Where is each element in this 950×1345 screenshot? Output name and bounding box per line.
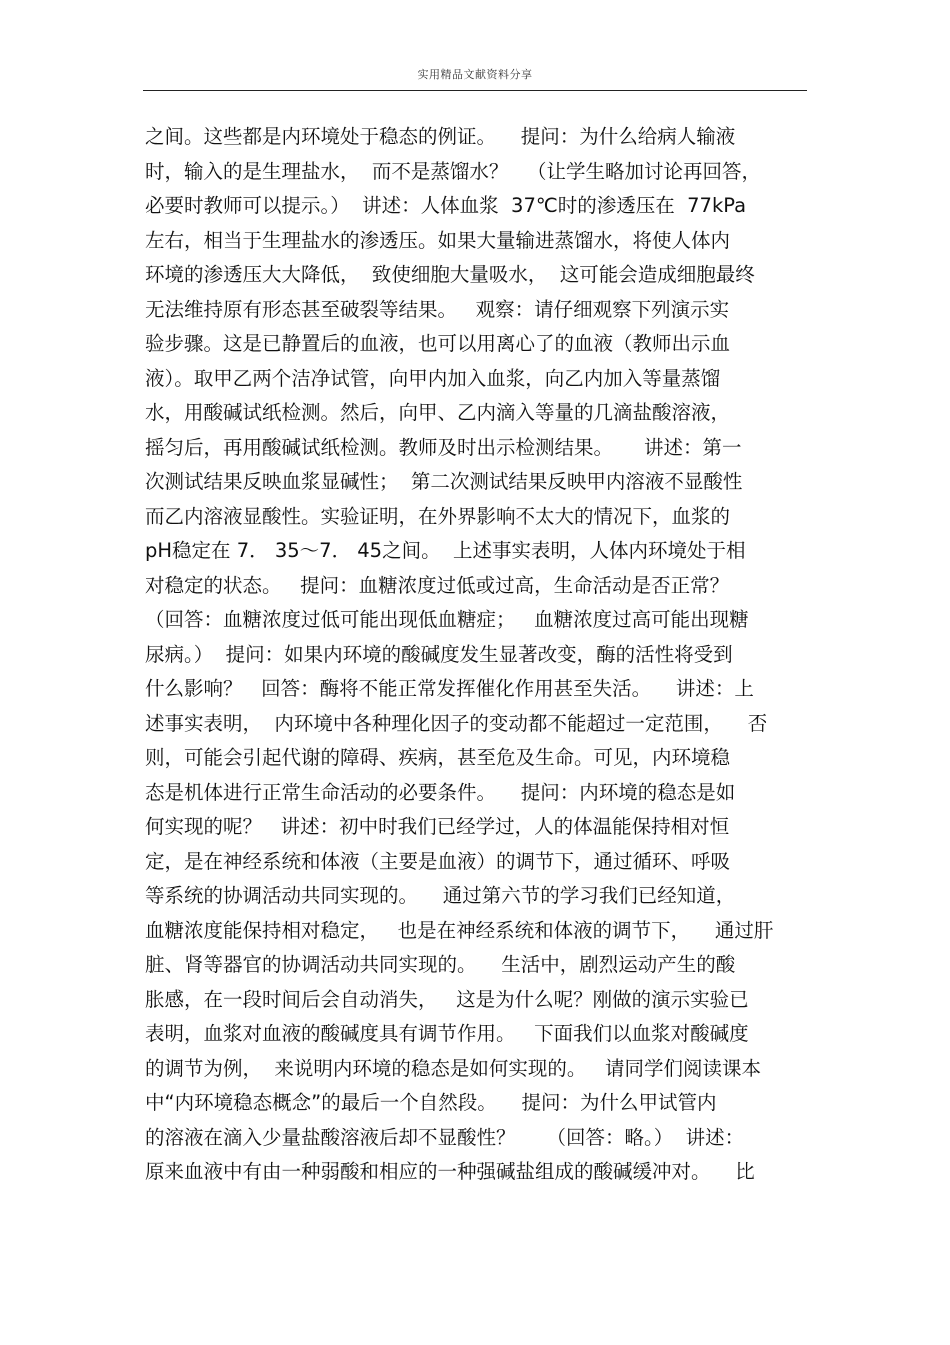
text-line: 环境的渗透压大大降低， 致使细胞大量吸水， 这可能会造成细胞最终 xyxy=(145,263,755,286)
text-line: 左右，相当于生理盐水的渗透压。如果大量输进蒸馏水，将使人体内 xyxy=(145,228,731,252)
text-line: 何实现的呢？ 讲述：初中时我们已经学过，人的体温能保持相对恒 xyxy=(145,815,730,838)
text-line: 什么影响？ 回答：酶将不能正常发挥催化作用甚至失活。 讲述：上 xyxy=(145,677,754,700)
text-line: 等系统的协调活动共同实现的。 通过第六节的学习我们已经知道， xyxy=(145,884,736,907)
text-line: 液）。取甲乙两个洁净试管，向甲内加入血浆，向乙内加入等量蒸馏 xyxy=(145,366,721,390)
text-line: 的溶液在滴入少量盐酸溶液后却不显酸性？ （回答：略。） 讲述： xyxy=(145,1125,745,1149)
text-line: 则，可能会引起代谢的障碍、疾病，甚至危及生命。可见，内环境稳 xyxy=(145,746,731,769)
text-line: （回答：血糖浓度过低可能出现低血糖症； 血糖浓度过高可能出现糖 xyxy=(145,608,749,631)
document-body xyxy=(145,120,810,1190)
text-line: 尿病。） 提问：如果内环境的酸碱度发生显著改变，酶的活性将受到 xyxy=(145,642,733,666)
text-line: 验步骤。这是已静置后的血液，也可以用离心了的血液（教师出示血 xyxy=(145,332,731,355)
text-line: 态是机体进行正常生命活动的必要条件。 提问：内环境的稳态是如 xyxy=(145,780,736,804)
text-line: 摇匀后，再用酸碱试纸检测。教师及时出示检测结果。 讲述：第一 xyxy=(145,435,742,459)
text-line: 述事实表明， 内环境中各种理化因子的变动都不能超过一定范围， 否 xyxy=(145,711,768,735)
text-line: 必要时教师可以提示。） 讲述：人体血浆 37℃时的渗透压在 77kPa xyxy=(145,194,747,217)
text-line: 定，是在神经系统和体液（主要是血液）的调节下，通过循环、呼吸 xyxy=(145,849,731,873)
text-line: 脏、肾等器官的协调活动共同实现的。 生活中，剧烈运动产生的酸 xyxy=(145,953,736,976)
text-line: pH稳定在 7． 35～7． 45之间。 上述事实表明，人体内环境处于相 xyxy=(145,539,746,562)
text-line: 中“内环境稳态概念”的最后一个自然段。 提问：为什么甲试管内 xyxy=(145,1091,717,1114)
text-line: 的调节为例， 来说明内环境的稳态是如何实现的。 请同学们阅读课本 xyxy=(145,1056,761,1080)
text-line: 而乙内溶液显酸性。实验证明，在外界影响不太大的情况下，血浆的 xyxy=(145,504,731,528)
text-line: 无法维持原有形态甚至破裂等结果。 观察：请仔细观察下列演示实 xyxy=(145,297,730,321)
text-line: 对稳定的状态。 提问：血糖浓度过低或过高，生命活动是否正常？ xyxy=(145,573,730,597)
text-line: 时，输入的是生理盐水， 而不是蒸馏水？ （让学生略加讨论再回答， xyxy=(145,159,761,183)
page-header: 实用精品文献资料分享 xyxy=(417,68,533,81)
text-line: 次测试结果反映血浆显碱性； 第二次测试结果反映甲内溶液不显酸性 xyxy=(145,470,743,493)
text-line: 原来血液中有由一种弱酸和相应的一种强碱盐组成的酸碱缓冲对。 比 xyxy=(145,1160,755,1183)
text-line: 血糖浓度能保持相对稳定， 也是在神经系统和体液的调节下， 通过肝 xyxy=(145,918,774,942)
text-line: 之间。这些都是内环境处于稳态的例证。 提问：为什么给病人输液 xyxy=(145,125,736,148)
text-line: 水，用酸碱试纸检测。然后，向甲、乙内滴入等量的几滴盐酸溶液， xyxy=(145,401,731,424)
header-divider xyxy=(143,90,807,91)
text-line: 表明，血浆对血液的酸碱度具有调节作用。 下面我们以血浆对酸碱度 xyxy=(145,1022,749,1045)
text-line: 胀感，在一段时间后会自动消失， 这是为什么呢？刚做的演示实验已 xyxy=(145,987,749,1011)
